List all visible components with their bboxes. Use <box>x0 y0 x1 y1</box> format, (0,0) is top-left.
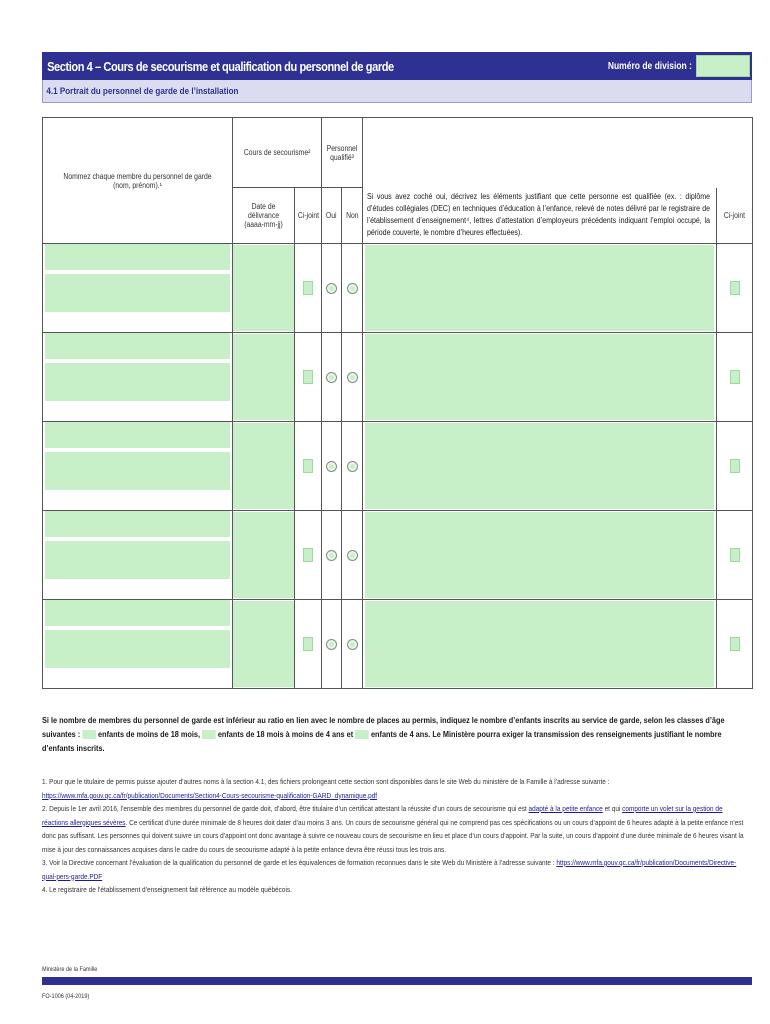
footnote-3: 3. Voir la Directive concernant l’évaluation de la qualification du personnel de garde et les équivalences de formation reconnues dans le site Web du Ministère à l’adresse suivante : https://www.mfa.gouv.qc.ca/fr/publication/Documents/Directive-qual-pers-garde.PDF <box>42 858 737 881</box>
qualified-non-radio[interactable] <box>347 283 358 294</box>
description-input[interactable] <box>365 512 714 598</box>
desc-attached-checkbox[interactable] <box>730 370 740 384</box>
section-header <box>42 52 752 80</box>
footnote-4: 4. Le registraire de l’établissement d’enseignement fait référence au modèle québécois. <box>42 885 292 894</box>
description-input[interactable] <box>365 423 714 509</box>
fn2-underline-2: comporte un volet sur la gestion de réactions allergiques sévères <box>42 804 723 827</box>
desc-attached-checkbox[interactable] <box>730 459 740 473</box>
name-input[interactable] <box>45 244 230 270</box>
date-input[interactable] <box>233 512 294 598</box>
col-name-header: Nommez chaque membre du personnel de garde (nom, prénom).¹ <box>43 118 233 244</box>
col-non-header: Non <box>342 188 363 244</box>
table-row <box>43 244 753 333</box>
note-part1: Si le nombre de membres du personnel de garde est inférieur au ratio en lien avec le nombre de places au permis, indiquez le nombre d’enfants inscrits au service de garde, selon les classes d’âge suivantes : <box>42 715 725 739</box>
table-row <box>43 333 753 422</box>
desc-attached-checkbox[interactable] <box>730 281 740 295</box>
col-oui-header: Oui <box>322 188 342 244</box>
staff-table <box>42 117 753 689</box>
subsection-header <box>42 80 752 103</box>
description-input[interactable] <box>365 245 714 331</box>
qualified-oui-radio[interactable] <box>326 372 337 383</box>
footnote-2: 2. Depuis le 1er avril 2016, l’ensemble des membres du personnel de garde doit, d’abord, être titulaire d’un certificat attestant la réussite d’un cours de secourisme qui est adapté à la petite enfance et qui comporte un volet sur la gestion de réactions allergiques sévères. Ce certificat d’une durée minimale de 8 heures doit dater d’au moins 3 ans. Un cours de secourisme général qui ne comprend pas ces spécifications ou un cours d’appoint de 6 heures adapté à la petite enfance n’est donc pas suffisant. Les personnes qui doivent suivre un cours d’appoint ont donc avantage à suivre ce nouveau cours de secourisme en lieu et place d’un cours d’appoint. Par la suite, un cours d’appoint d’une durée minimale de 6 heures visant la mise à jour des connaissances acquises dans le cadre du cours de secourisme adapté à la petite enfance devra être réussi tous les trois ans. <box>42 804 744 854</box>
footnotes <box>42 775 752 897</box>
col-cijoint-header: Ci-joint <box>295 188 322 244</box>
note-part2: enfants de moins de 18 mois, <box>98 729 200 739</box>
col-qualified-header: Personnel qualifié³ <box>322 118 363 188</box>
name-input-2[interactable] <box>45 541 230 579</box>
qualified-oui-radio[interactable] <box>326 461 337 472</box>
qualified-oui-radio[interactable] <box>326 550 337 561</box>
footnote-3-link[interactable]: https://www.mfa.gouv.qc.ca/fr/publication/Documents/Directive-qual-pers-garde.PDF <box>42 858 737 881</box>
course-attached-checkbox[interactable] <box>303 370 313 384</box>
subsection-title: 4.1 Portrait du personnel de garde de l’installation <box>46 85 239 97</box>
qualified-non-radio[interactable] <box>347 550 358 561</box>
division-number-input[interactable] <box>696 55 750 77</box>
note-part3: enfants de 18 mois à moins de 4 ans et <box>217 729 354 739</box>
qualified-non-radio[interactable] <box>347 639 358 650</box>
desc-attached-checkbox[interactable] <box>730 637 740 651</box>
footer <box>42 966 752 1000</box>
date-input[interactable] <box>233 601 294 687</box>
date-input[interactable] <box>233 423 294 509</box>
name-input-2[interactable] <box>45 452 230 490</box>
name-input[interactable] <box>45 511 230 537</box>
name-input-2[interactable] <box>45 274 230 312</box>
description-input[interactable] <box>365 601 714 687</box>
desc-attached-checkbox[interactable] <box>730 548 740 562</box>
section-title: Section 4 – Cours de secourisme et qualification du personnel de garde <box>47 58 394 74</box>
col-desc-header: Si vous avez coché oui, décrivez les éléments justifiant que cette personne est qualifiée (ex. : diplôme d’études collégiales (DEC) en techniques d’éducation à l’enfance, relevé de notes délivré par le registraire de l’établissement d’enseignement⁴, lettres d’attestation d’employeurs précédents indiquant l’emploi occupé, la période couverte, le nombre d’heures effectuées). <box>363 188 717 244</box>
col-course-header: Cours de secourisme² <box>233 118 322 188</box>
18-months-to-4-input[interactable] <box>202 730 216 739</box>
course-attached-checkbox[interactable] <box>303 459 313 473</box>
course-attached-checkbox[interactable] <box>303 637 313 651</box>
header-blank <box>363 118 753 188</box>
course-attached-checkbox[interactable] <box>303 548 313 562</box>
under-18-months-input[interactable] <box>82 730 96 739</box>
footnote-1: 1. Pour que le titulaire de permis puisse ajouter d’autres noms à la section 4.1, des fichiers prolongeant cette section sont disponibles dans le site Web du ministère de la Famille à l’adresse suivante : https://www.mfa.gouv.qc.ca/fr/publication/Documents/Section4-Cours-secourisme-qualification-GARD_dynamique.pdf <box>42 777 610 800</box>
division-group <box>593 55 752 77</box>
4-years-input[interactable] <box>355 730 369 739</box>
ratio-note <box>42 713 752 755</box>
qualified-non-radio[interactable] <box>347 372 358 383</box>
name-input[interactable] <box>45 600 230 626</box>
description-input[interactable] <box>365 334 714 420</box>
qualified-oui-radio[interactable] <box>326 639 337 650</box>
name-input-2[interactable] <box>45 363 230 401</box>
date-input[interactable] <box>233 245 294 331</box>
fn2-underline-1: adapté à la petite enfance <box>528 804 603 813</box>
table-row <box>43 600 753 689</box>
form-page <box>42 52 752 897</box>
form-number: FO-1006 (04-2019) <box>42 993 90 1000</box>
name-input[interactable] <box>45 422 230 448</box>
qualified-oui-radio[interactable] <box>326 283 337 294</box>
footer-bar <box>42 977 752 985</box>
division-label: Numéro de division : <box>607 60 692 72</box>
col-date-header: Date de délivrance (aaaa-mm-jj) <box>233 188 295 244</box>
date-input[interactable] <box>233 334 294 420</box>
qualified-non-radio[interactable] <box>347 461 358 472</box>
course-attached-checkbox[interactable] <box>303 281 313 295</box>
table-row <box>43 422 753 511</box>
note-part4: enfants de 4 ans. Le Ministère pourra exiger la transmission des renseignements justifiant le nombre d’enfants inscrits. <box>42 729 722 753</box>
col-cijoint2-header: Ci-joint <box>717 188 753 244</box>
name-input[interactable] <box>45 333 230 359</box>
footnote-1-link[interactable]: https://www.mfa.gouv.qc.ca/fr/publication/Documents/Section4-Cours-secourisme-qualification-GARD_dynamique.pdf <box>42 790 378 800</box>
name-input-2[interactable] <box>45 630 230 668</box>
table-row <box>43 511 753 600</box>
ministere-label: Ministère de la Famille <box>42 966 98 973</box>
